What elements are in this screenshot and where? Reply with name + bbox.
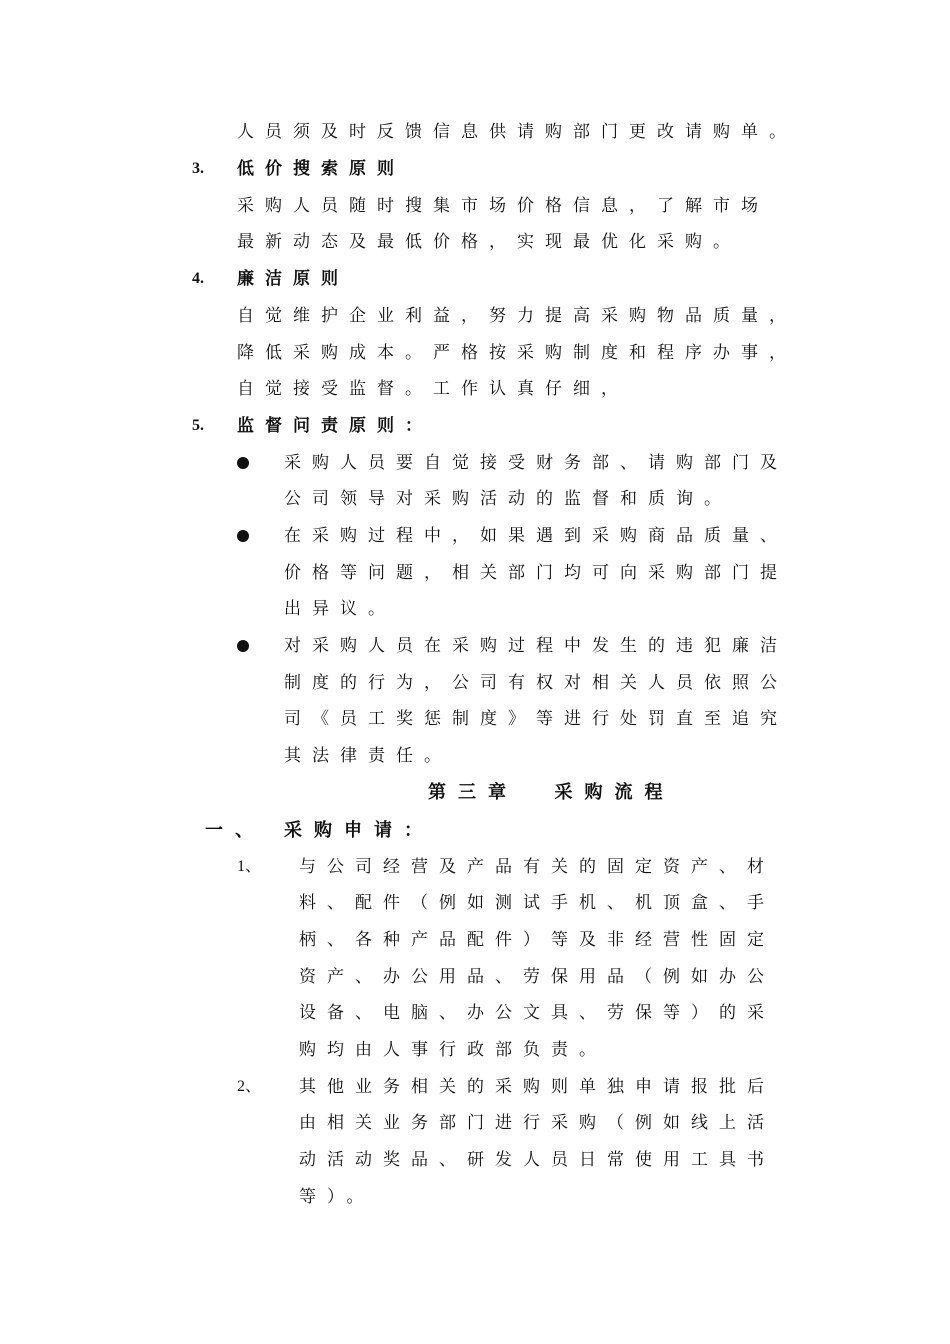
paragraph-line: 降低采购成本。严格按采购制度和程序办事， (237, 343, 797, 363)
bullet-line: 采购人员要自觉接受财务部、请购部门及 (284, 453, 788, 473)
paragraph-line: 自觉维护企业利益，努力提高采购物品质量， (237, 306, 797, 326)
principle-number: 3. (192, 160, 204, 177)
item-line: 柄、各种产品配件）等及非经营性固定 (299, 930, 775, 950)
principle-title: 低价搜索原则 (237, 159, 405, 179)
item-number: 1、 (237, 858, 262, 875)
paragraph-line: 最新动态及最低价格，实现最优化采购。 (237, 232, 741, 252)
bullet-icon (237, 530, 249, 542)
paragraph-line: 自觉接受监督。工作认真仔细， (237, 379, 629, 399)
bullet-line: 公司领导对采购活动的监督和质询。 (284, 489, 732, 509)
bullet-line: 在采购过程中，如果遇到采购商品质量、 (284, 526, 788, 546)
bullet-line: 其法律责任。 (284, 746, 452, 766)
item-line: 其他业务相关的采购则单独申请报批后 (299, 1077, 775, 1097)
bullet-line: 出异议。 (284, 599, 396, 619)
bullet-line: 司《员工奖惩制度》等进行处罚直至追究 (284, 709, 788, 729)
bullet-icon (237, 640, 249, 652)
principle-number: 5. (192, 417, 204, 434)
item-line: 料、配件（例如测试手机、机顶盒、手 (299, 893, 775, 913)
item-line: 与公司经营及产品有关的固定资产、材 (299, 857, 775, 877)
paragraph-line: 采购人员随时搜集市场价格信息，了解市场 (237, 196, 769, 216)
bullet-icon (237, 457, 249, 469)
bullet-line: 制度的行为，公司有权对相关人员依照公 (284, 673, 788, 693)
item-line: 设备、电脑、办公文具、劳保等）的采 (299, 1003, 775, 1023)
principle-number: 4. (192, 270, 204, 287)
section-title: 采购申请： (284, 820, 434, 841)
chapter-title: 第三章 采购流程 (428, 782, 675, 803)
bullet-line: 对采购人员在采购过程中发生的违犯廉洁 (284, 636, 788, 656)
item-line: 动活动奖品、研发人员日常使用工具书 (299, 1150, 775, 1170)
item-line: 等）。 (299, 1187, 375, 1207)
item-line: 资产、办公用品、劳保用品（例如办公 (299, 967, 775, 987)
bullet-line: 价格等问题，相关部门均可向采购部门提 (284, 563, 788, 583)
principle-title: 廉洁原则 (237, 269, 349, 289)
section-number: 一、 (205, 820, 265, 841)
principle-title: 监督问责原则： (237, 416, 433, 436)
item-line: 由相关业务部门进行采购（例如线上活 (299, 1113, 775, 1133)
paragraph-line: 人员须及时反馈信息供请购部门更改请购单。 (237, 122, 797, 142)
item-number: 2、 (237, 1078, 262, 1095)
item-line: 购均由人事行政部负责。 (299, 1040, 607, 1060)
